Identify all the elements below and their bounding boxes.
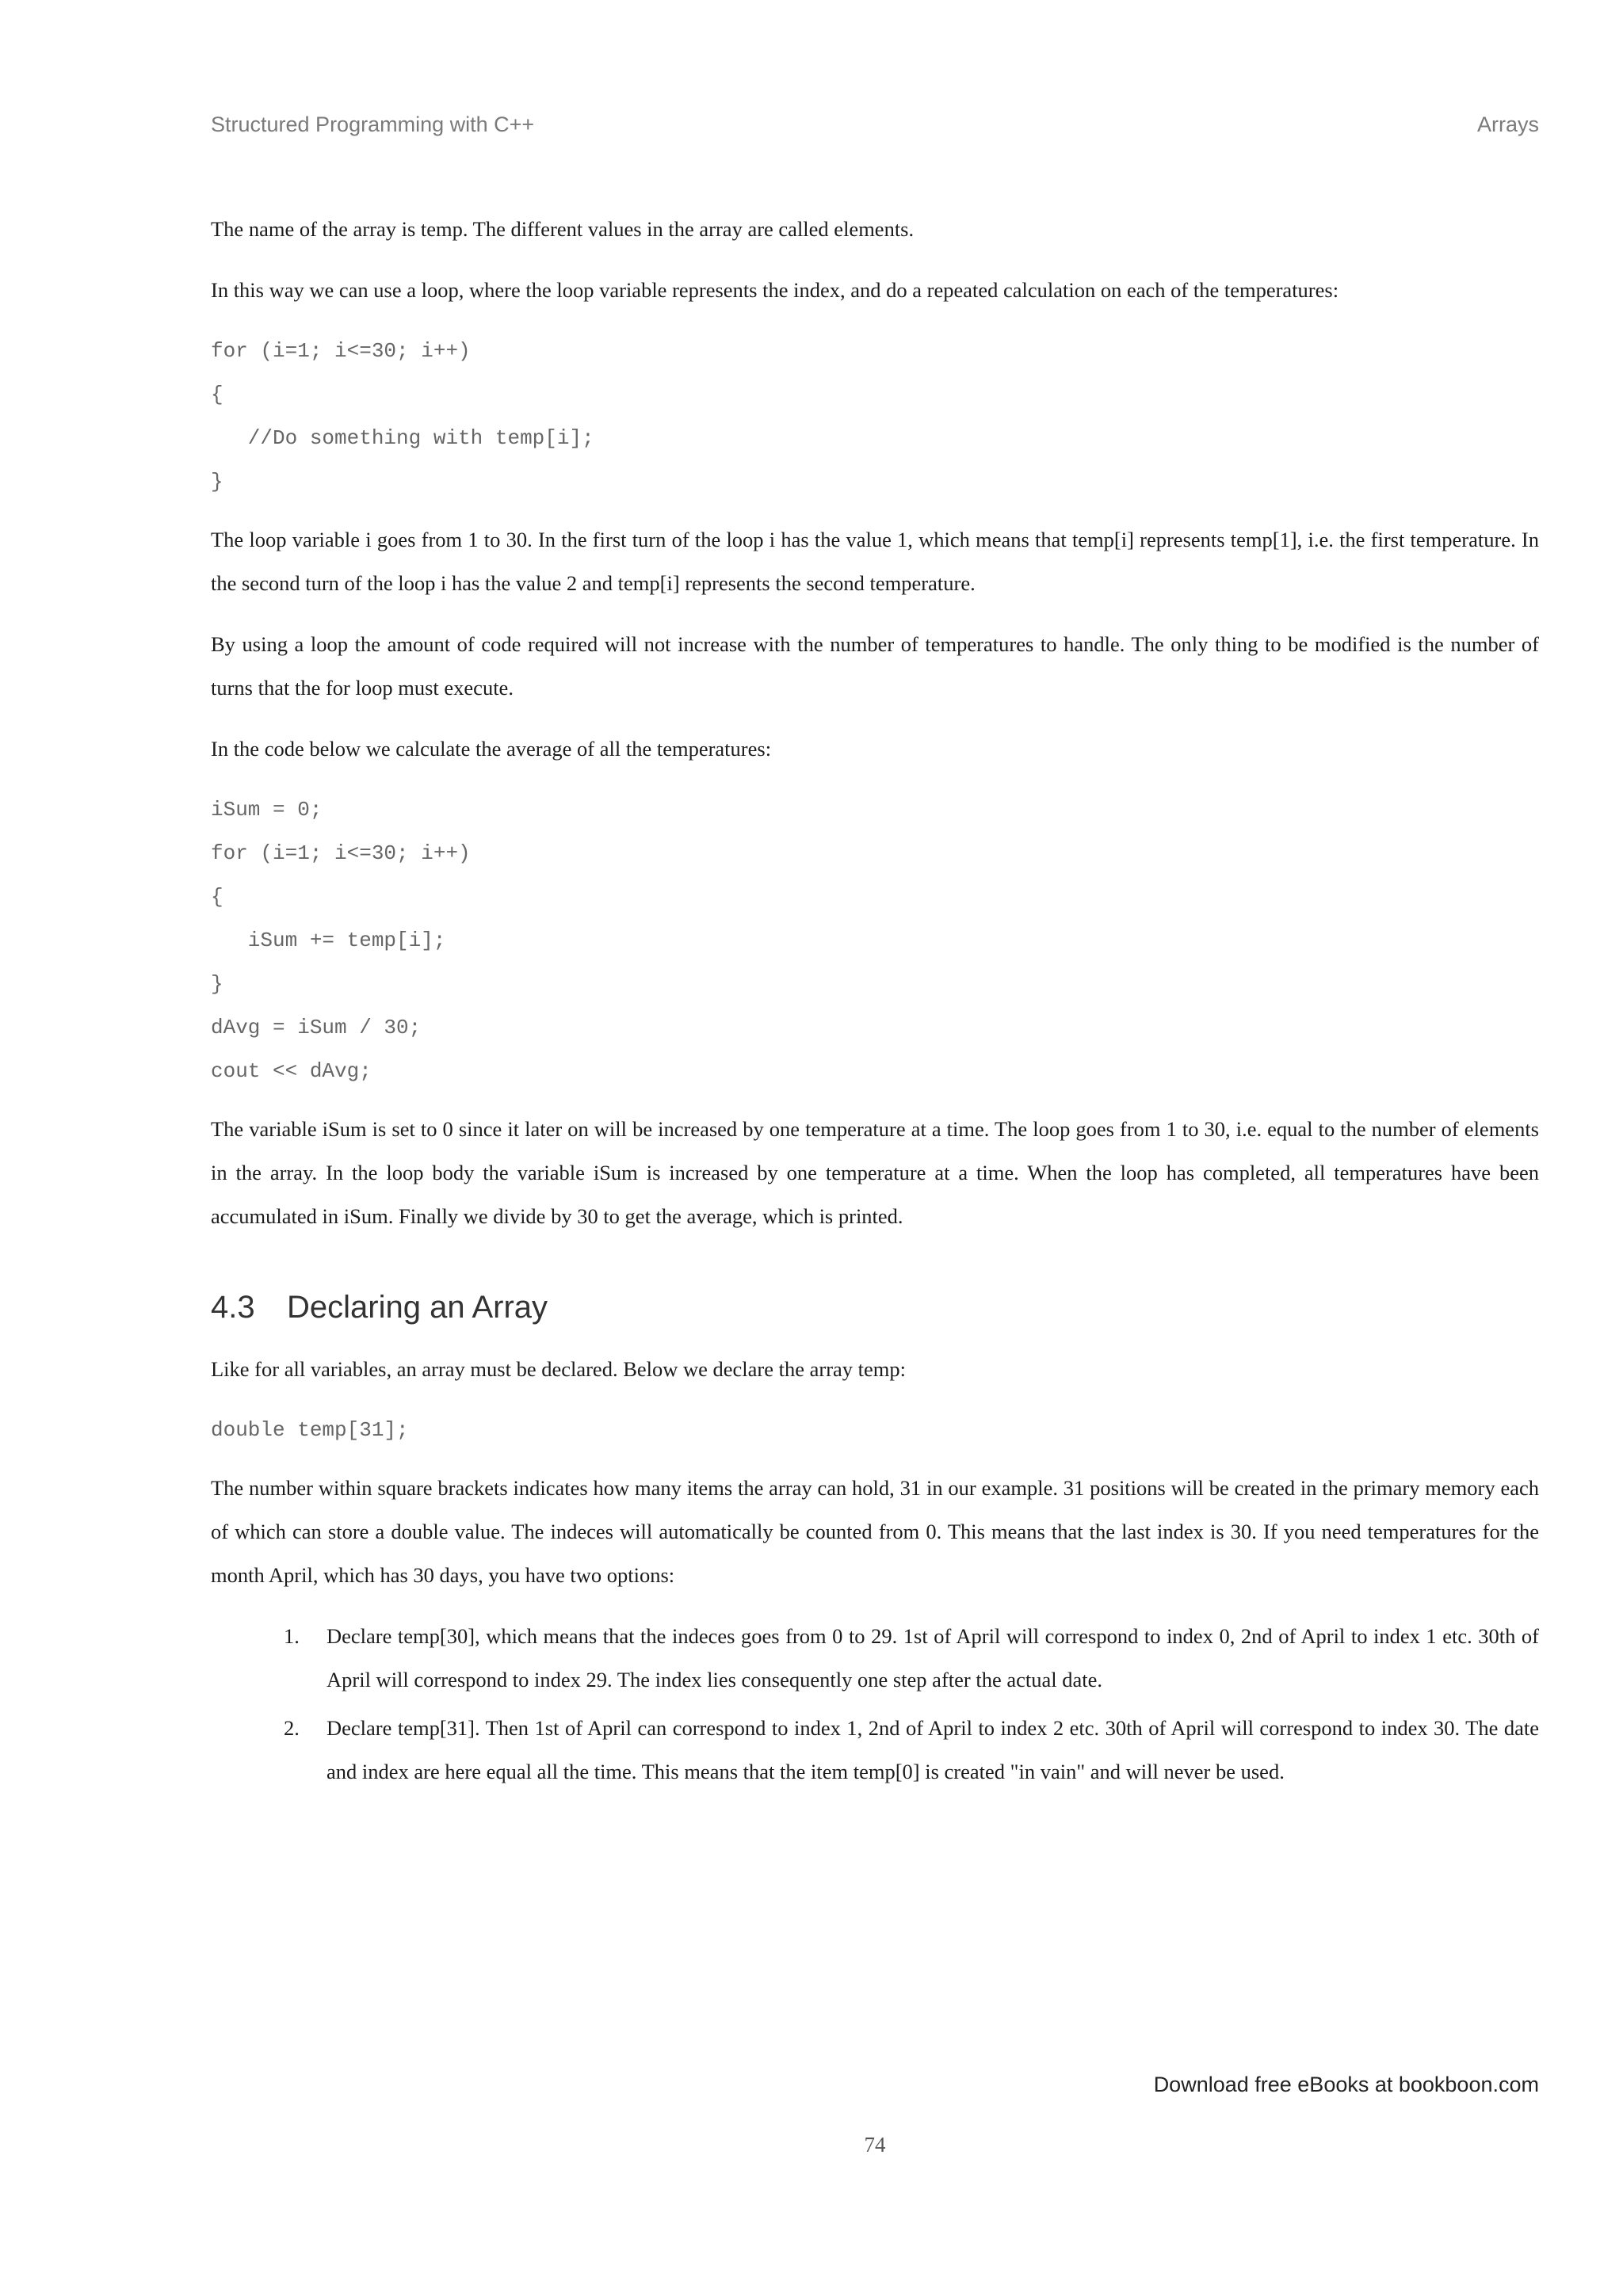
document-page — [211, 0, 1539, 2296]
list-item-number: 1. — [284, 1624, 300, 1648]
code-line: iSum = 0; — [211, 798, 323, 822]
paragraph-loop-variable: The loop variable i goes from 1 to 30. In the first turn of the loop i has the value 1, which means that temp[i] represents temp[1], i.e. the first temperature. In the second turn of the loop i has the value 2 and temp[i] represents the second temperature. — [211, 528, 1539, 595]
paragraph-loop-intro: In this way we can use a loop, where the loop variable represents the index, and do a repeated calculation on each of the temperatures: — [211, 278, 1339, 302]
paragraph-declare-intro: Like for all variables, an array must be declared. Below we declare the array temp: — [211, 1357, 907, 1381]
list-item — [211, 1615, 1539, 1702]
code-block-loop — [211, 330, 1539, 504]
paragraph-array-elements: The name of the array is temp. The different values in the array are called elements. — [211, 217, 915, 241]
code-line: //Do something with temp[i]; — [211, 426, 594, 450]
code-line: for (i=1; i<=30; i++) — [211, 339, 471, 363]
section-number: 4.3 — [211, 1290, 255, 1325]
header-chapter-title: Arrays — [1476, 113, 1539, 136]
code-block-declaration — [211, 1409, 1539, 1452]
code-line: for (i=1; i<=30; i++) — [211, 841, 471, 865]
running-header — [211, 113, 1539, 137]
code-line: dAvg = iSum / 30; — [211, 1016, 422, 1039]
options-list — [211, 1615, 1539, 1794]
section-heading — [211, 1284, 1539, 1330]
code-line: { — [211, 383, 223, 406]
paragraph-isum-explanation: The variable iSum is set to 0 since it later on will be increased by one temperature at a time. The loop goes from 1 to 30, i.e. equal to the number of elements in the array. In the loop body the variable iSum is increased by one temperature at a time. When the loop has completed, all temperatures have been accumulated in iSum. Finally we divide by 30 to get the average, which is printed. — [211, 1117, 1539, 1228]
code-line: double temp[31]; — [211, 1418, 409, 1442]
section-title: Declaring an Array — [287, 1290, 548, 1325]
code-line: } — [211, 972, 223, 996]
list-item-text: Declare temp[31]. Then 1st of April can correspond to index 1, 2nd of April to index 2 etc. 30th of April will correspond to index 30. The date and index are here equal all the time. This means that the item temp[0] is created "in vain" and will never be used. — [327, 1716, 1539, 1783]
list-item-text: Declare temp[30], which means that the indeces goes from 0 to 29. 1st of April will correspond to index 0, 2nd of April to index 1 etc. 30th of April will correspond to index 29. The index lies consequently one step after the actual date. — [327, 1624, 1539, 1691]
list-item-number: 2. — [284, 1716, 300, 1740]
code-line: cout << dAvg; — [211, 1059, 372, 1083]
header-book-title: Structured Programming with C++ — [211, 113, 535, 136]
code-line: } — [211, 470, 223, 494]
page-content — [211, 208, 1539, 1798]
paragraph-square-brackets: The number within square brackets indicates how many items the array can hold, 31 in our example. 31 positions will be created in the primary memory each of which can store a double value. The indeces will automatically be counted from 0. This means that the last index is 30. If you need temperatures for the month April, which has 30 days, you have two options: — [211, 1476, 1539, 1587]
code-line: { — [211, 885, 223, 909]
download-link[interactable]: Download free eBooks at bookboon.com — [1153, 2073, 1539, 2096]
paragraph-average-intro: In the code below we calculate the average of all the temperatures: — [211, 737, 772, 761]
list-item — [211, 1707, 1539, 1794]
page-number: 74 — [864, 2133, 886, 2157]
paragraph-code-amount: By using a loop the amount of code required will not increase with the number of temperatures to handle. The only thing to be modified is the number of turns that the for loop must execute. — [211, 632, 1539, 700]
code-line: iSum += temp[i]; — [211, 929, 446, 952]
code-block-average — [211, 788, 1539, 1093]
